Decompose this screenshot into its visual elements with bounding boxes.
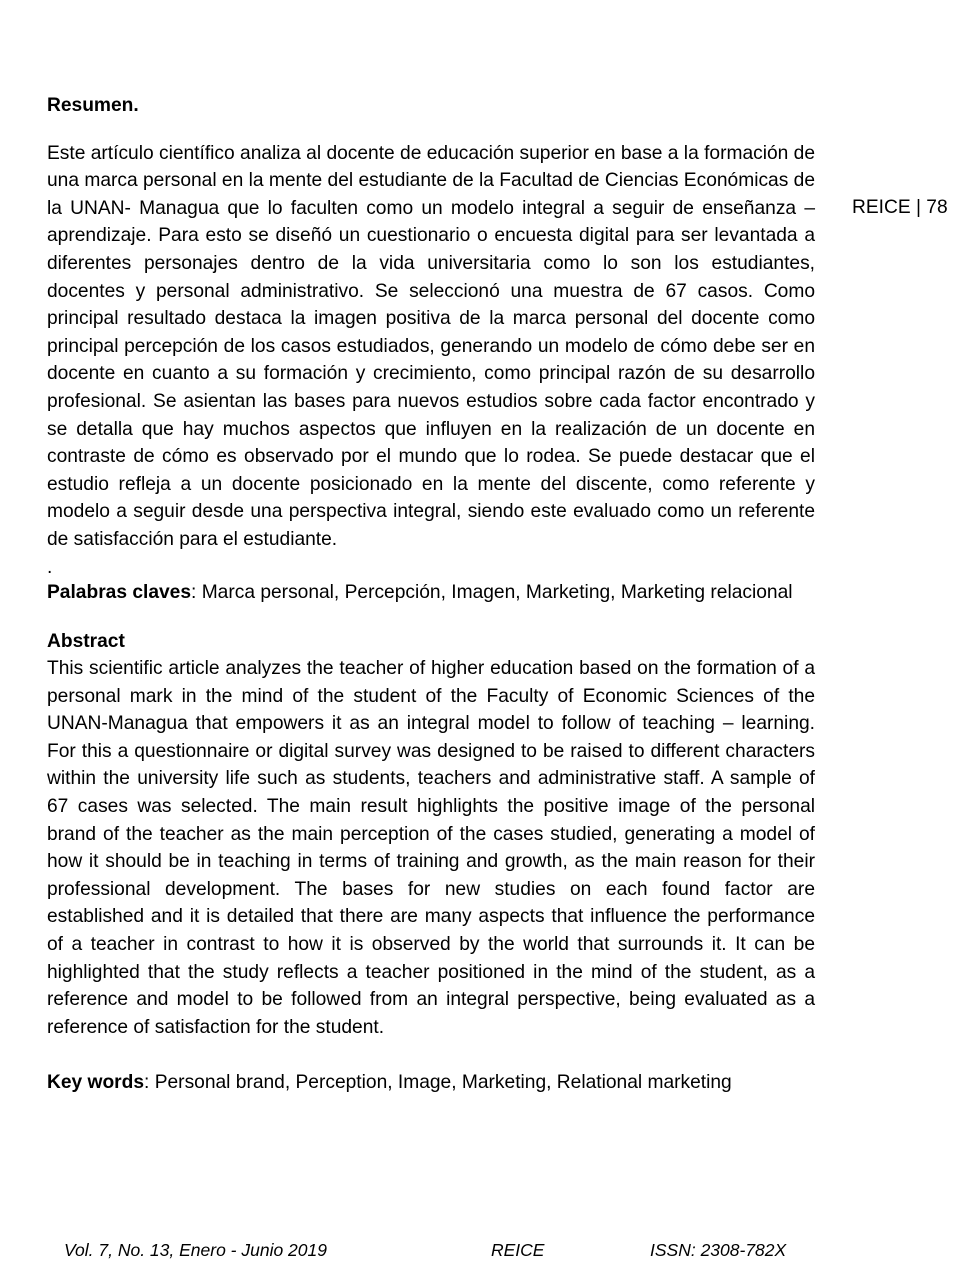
- palabras-claves-list: : Marca personal, Percepción, Imagen, Marketing, Marketing relacional: [191, 581, 793, 603]
- article-page-content: [47, 92, 815, 1097]
- resumen-body: Este artículo científico analiza al docente de educación superior en base a la formación de una marca personal en la mente del estudiante de la Facultad de Ciencias Económicas de la UNAN- Managua que lo faculten como un modelo integral a seguir de enseñanza – aprendizaje. Para esto se diseñó un cuestionario o encuesta digital para ser levantada a diferentes personajes dentro de la vida universitaria como lo son los estudiantes, docentes y personal administrativo. Se seleccionó una muestra de 67 casos. Como principal resultado destaca la imagen positiva de la marca personal del docente como principal percepción de los casos estudiados, generando un modelo de cómo debe ser en docente en cuanto a su formación y crecimiento, como principal razón de su desarrollo profesional. Se asientan las bases para nuevos estudios sobre cada factor encontrado y se detalla que hay muchos aspectos que influyen en la realización de un docente en contraste de cómo es observado por el mundo que lo rodea. Se puede destacar que el estudio refleja a un docente posicionado en la mente del discente, como referente y modelo a seguir desde una perspectiva integral, siendo este evaluado como un referente de satisfacción para el estudiante.: [47, 142, 815, 550]
- separator-dot: .: [47, 556, 53, 578]
- footer-journal: REICE: [491, 1240, 545, 1260]
- footer-volume: Vol. 7, No. 13, Enero - Junio 2019: [64, 1240, 327, 1260]
- abstract-body: This scientific article analyzes the teacher of higher education based on the formation of a personal mark in the mind of the student of the Faculty of Economic Sciences of the UNAN-Managua that empowers it as an integral model to follow of teaching – learning. For this a questionnaire or digital survey was designed to be raised to different characters within the university life such as students, teachers and administrative staff. A sample of 67 cases was selected. The main result highlights the positive image of the personal brand of the teacher as the main perception of the cases studied, generating a model of how it should be in teaching in terms of training and growth, as the main reason for their professional development. The bases for new studies on each found factor are established and it is detailed that there are many aspects that influence the performance of a teacher in contrast to how it is observed by the world that surrounds it. It can be highlighted that the study reflects a teacher positioned in the mind of the student, as a reference and model to be followed from an integral perspective, being evaluated as a reference of satisfaction for the student.: [47, 658, 815, 1038]
- palabras-claves: [47, 581, 815, 605]
- key-words: [47, 1069, 815, 1097]
- abstract-heading: Abstract: [47, 630, 125, 652]
- footer-issn: ISSN: 2308-782X: [650, 1240, 787, 1260]
- palabras-claves-label: Palabras claves: [47, 581, 192, 603]
- key-words-list: : Personal brand, Perception, Image, Marketing, Relational marketing: [144, 1072, 732, 1094]
- page-side-label: REICE | 78: [852, 197, 948, 218]
- key-words-label: Key words: [47, 1072, 145, 1094]
- resumen-heading: Resumen.: [47, 95, 139, 116]
